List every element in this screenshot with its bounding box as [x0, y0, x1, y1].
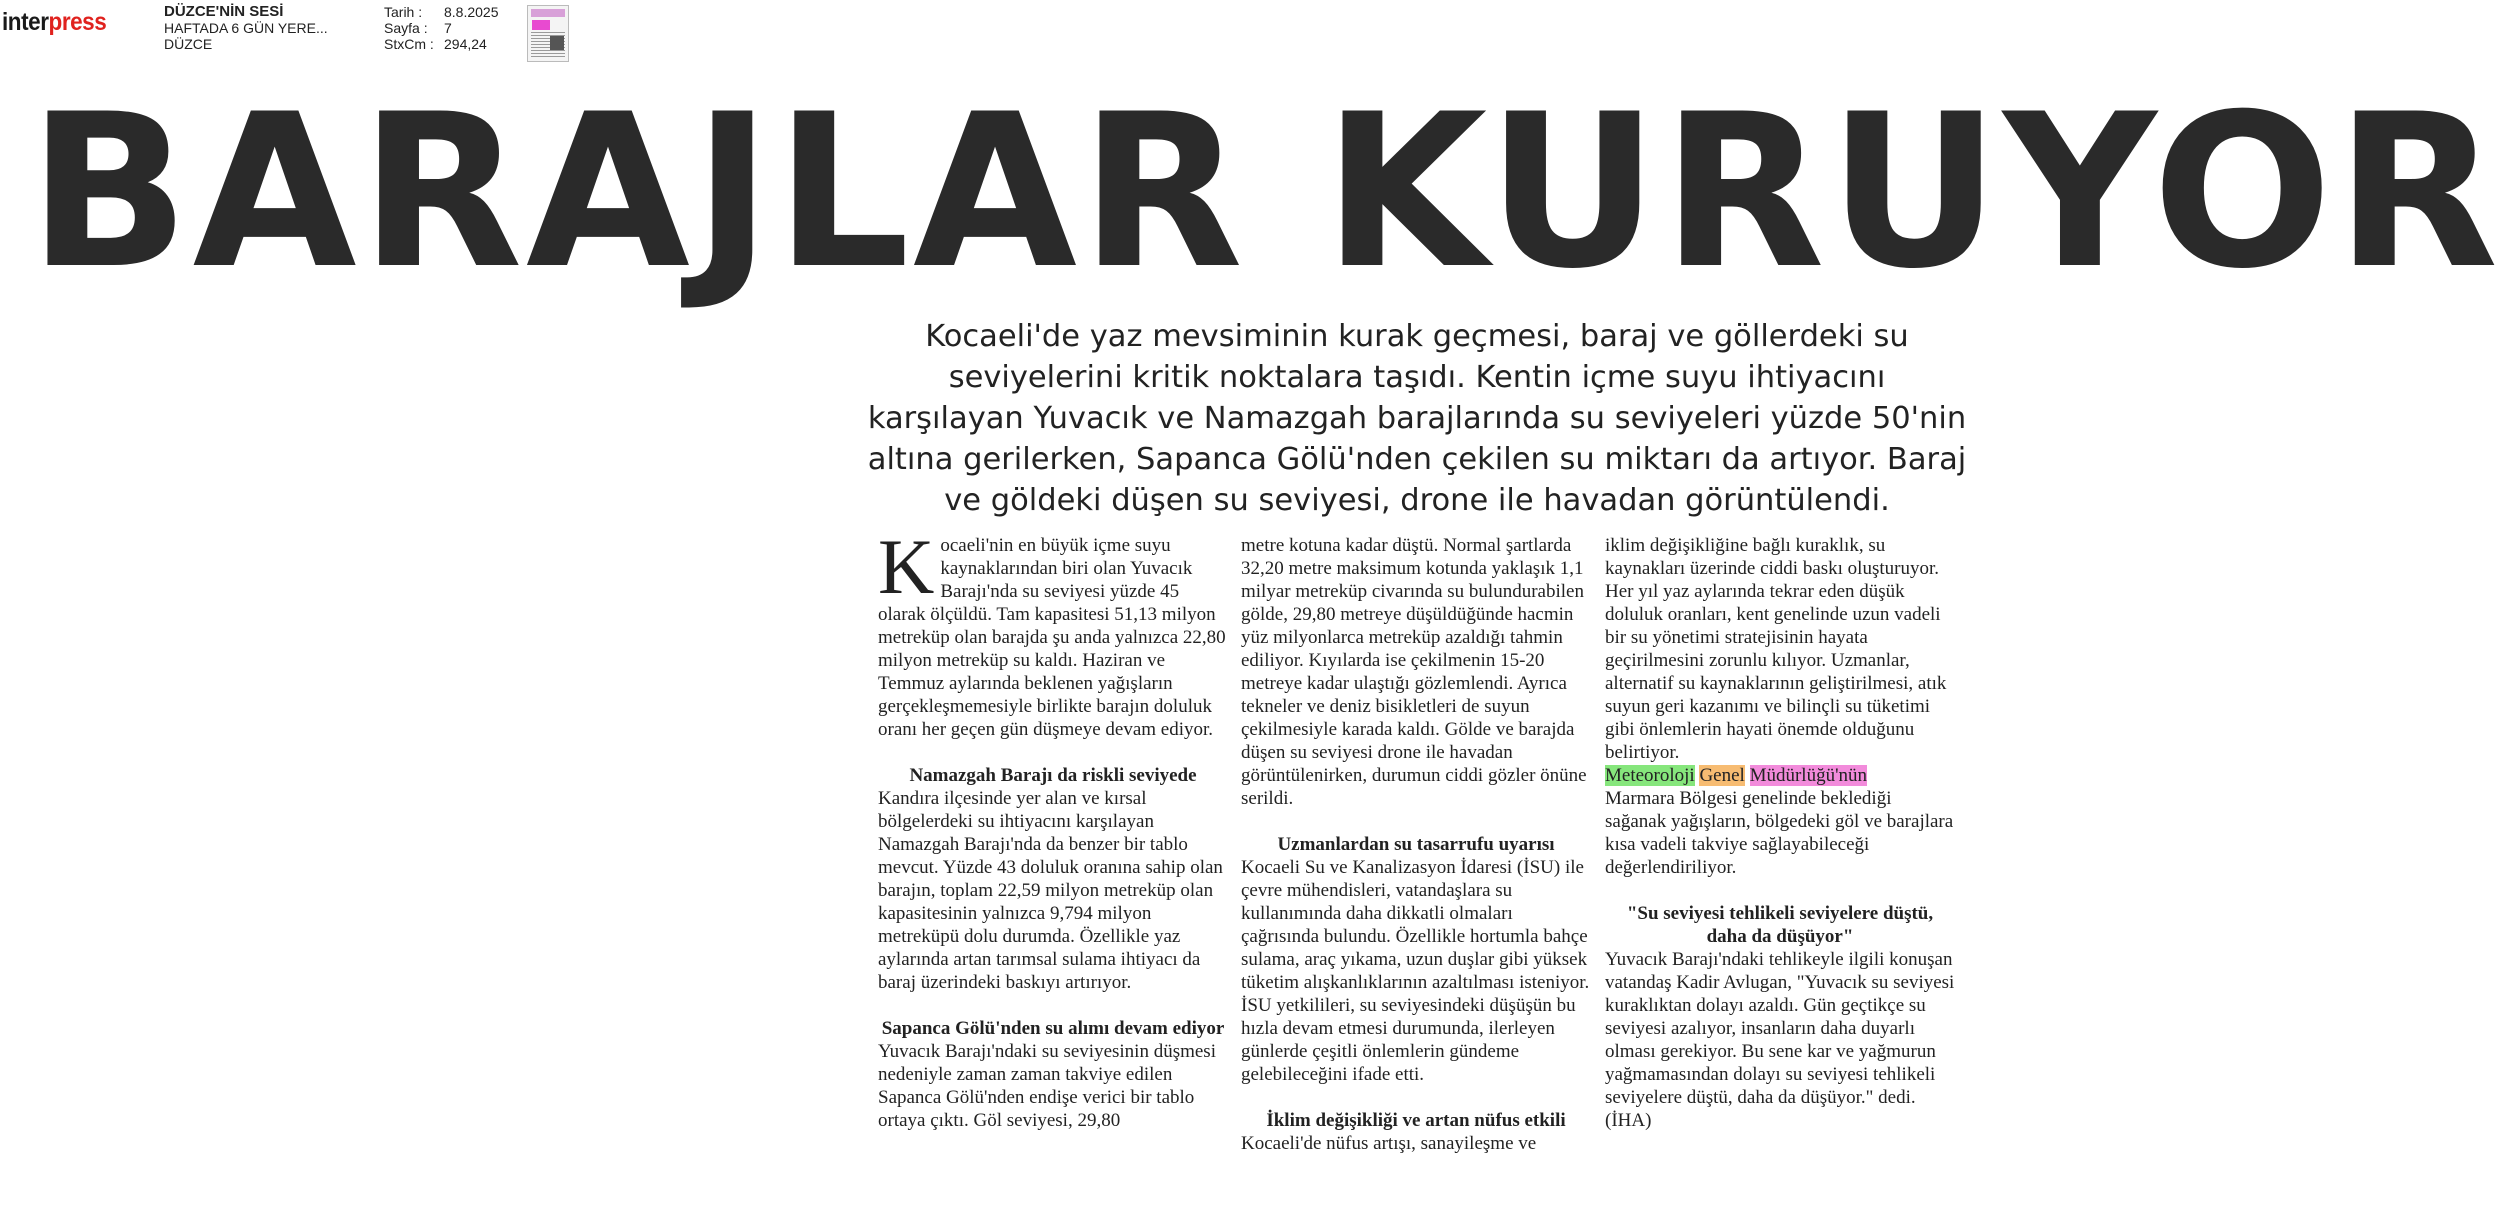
publication-info: [164, 4, 328, 52]
publication-frequency: HAFTADA 6 GÜN YERE...: [164, 20, 328, 36]
meta-value: 294,24: [444, 36, 487, 52]
meta-row-page: [384, 20, 499, 36]
page-thumbnail[interactable]: [527, 5, 569, 62]
clipping-header: [0, 0, 1968, 62]
keyword-highlight-orange: Genel: [1699, 765, 1745, 786]
highlighted-line: [1605, 764, 1955, 787]
meta-row-date: [384, 4, 499, 20]
thumbnail-photo: [550, 36, 564, 50]
thumbnail-highlight: [532, 20, 550, 30]
logo-text-part2: press: [48, 8, 107, 36]
paragraph: metre kotuna kadar düştü. Normal şartlarda 32,20 metre maksimum kotunda yaklaşık 1,1 milyar metreküp civarında su bulundurabilen gölde, 29,80 metreye düşüldüğünde hacmin yüz milyonlarca metreküp azaldığı tahmin ediliyor. Kıyılarda ise çekilmenin 15-20 metreye kadar ulaştığı gözlemlendi. Ayrıca tekneler ve deniz bisikletleri de suyun çekilmesiyle karada kaldı. Gölde ve barajda düşen su seviyesi drone ile havadan görüntülenirken, durumun ciddi gözler önüne serildi.: [1241, 535, 1587, 809]
subheading: Uzmanlardan su tasarrufu uyarısı: [1277, 834, 1555, 855]
paragraph: Yuvacık Barajı'ndaki tehlikeyle ilgili konuşan vatandaş Kadir Avlugan, "Yuvacık su seviyesi kuraklıktan dolayı azaldı. Gün geçtikçe su seviyesi azalıyor, insanların daha duyarlı olması gerekiyor. Bu sene kar ve yağmurun yağmamasından dolayı su seviyesi tehlikeli seviyelere düştü, daha da düşüyor." dedi.: [1605, 949, 1955, 1108]
subheading: Sapanca Gölü'nden su alımı devam ediyor: [881, 1018, 1225, 1039]
paragraph: Kocaeli Su ve Kanalizasyon İdaresi (İSU) ile çevre mühendisleri, vatandaşlara su kullanımında daha dikkatli olmaları çağrısında bulundu. Özellikle hortumla bahçe sulama, araç yıkama, uzun duşlar gibi yüksek tüketim alışkanlıklarının azaltılması isteniyor. İSU yetkilileri, su seviyesindeki düşüşün bu hızla devam etmesi durumunda, ilerleyen günlerde çeşitli önlemlerin gündeme gelebileceğini ifade etti.: [1241, 857, 1590, 1085]
drop-cap: K: [878, 523, 935, 610]
meta-label: Tarih :: [384, 4, 423, 20]
meta-value: 7: [444, 20, 452, 36]
meta-row-stxcm: [384, 36, 499, 52]
publication-city: DÜZCE: [164, 36, 213, 52]
subheading: Namazgah Barajı da riskli seviyede: [909, 765, 1197, 786]
source-credit: (İHA): [1605, 1110, 1652, 1131]
publication-name: DÜZCE'NİN SESİ: [164, 3, 284, 20]
meta-label: Sayfa :: [384, 20, 428, 36]
logo-text-part1: inter: [2, 8, 49, 36]
subheading: "Su seviyesi tehlikeli seviyelere düştü, daha da düşüyor": [1626, 903, 1934, 947]
article-headline: BARAJLAR KURUYOR: [28, 68, 2502, 315]
keyword-highlight-pink: Müdürlüğü'nün: [1749, 765, 1868, 786]
meta-value: 8.8.2025: [444, 4, 499, 20]
thumbnail-masthead: [531, 9, 565, 17]
article-column-1: [878, 523, 1228, 1132]
article-lede: Kocaeli'de yaz mevsiminin kurak geçmesi, baraj ve göllerdeki su seviyelerini kritik noktalara taşıdı. Kentin içme suyu ihtiyacını karşılayan Yuvacık ve Namazgah barajlarında su seviyeleri yüzde 50'nin altına gerilerken, Sapanca Gölü'nden çekilen su miktarı da artıyor. Baraj ve göldeki düşen su seviyesi, drone ile havadan görüntülendi.: [867, 319, 1967, 518]
paragraph: [878, 523, 1228, 741]
paragraph: Marmara Bölgesi genelinde beklediği sağanak yağışların, bölgedeki göl ve barajlara kısa vadeli takviye sağlayabileceği değerlendiriliyor.: [1605, 788, 1954, 878]
clipping-meta: [384, 4, 499, 52]
paragraph: iklim değişikliğine bağlı kuraklık, su kaynakları üzerinde ciddi baskı oluşturuyor. Her yıl yaz aylarında tekrar eden düşük doluluk oranları, kent genelinde uzun vadeli bir su yönetimi stratejisinin hayata geçirilmesini zorunlu kılıyor. Uzmanlar, alternatif su kaynaklarının geliştirilmesi, atık suyun geri kazanımı ve bilinçli su tüketimi gibi önlemlerin hayati önemde olduğunu belirtiyor.: [1605, 535, 1947, 763]
paragraph: Yuvacık Barajı'ndaki su seviyesinin düşmesi nedeniyle zaman zaman takviye edilen Sapanca Gölü'nden endişe verici bir tablo ortaya çıktı. Göl seviyesi, 29,80: [878, 1041, 1216, 1131]
keyword-highlight-green: Meteoroloji: [1605, 765, 1695, 786]
article-column-2: [1241, 534, 1591, 1155]
paragraph: Kocaeli'de nüfus artışı, sanayileşme ve: [1241, 1133, 1537, 1154]
interpress-logo: [2, 8, 106, 37]
paragraph-text: ocaeli'nin en büyük içme suyu kaynaklarından biri olan Yuvacık Barajı'nda su seviyesi yüzde 45 olarak ölçüldü. Tam kapasitesi 51,13 milyon metreküp olan barajda şu anda yalnızca 22,80 milyon metreküp su kaldı. Haziran ve Temmuz aylarında beklenen yağışların gerçekleşmemesiyle birlikte barajın doluluk oranı her geçen gün düşmeye devam ediyor.: [878, 535, 1226, 740]
subheading: İklim değişikliği ve artan nüfus etkili: [1266, 1110, 1566, 1131]
article-column-3: [1605, 534, 1955, 1132]
meta-label: StxCm :: [384, 36, 434, 52]
paragraph: Kandıra ilçesinde yer alan ve kırsal bölgelerdeki su ihtiyacını karşılayan Namazgah Barajı'nda da benzer bir tablo mevcut. Yüzde 43 doluluk oranına sahip olan barajın, toplam 22,59 milyon metreküp olan kapasitesinin yalnızca 9,794 milyon metreküpü dolu durumda. Özellikle yaz aylarında artan tarımsal sulama ihtiyacı da baraj üzerindeki baskıyı artırıyor.: [878, 788, 1223, 993]
